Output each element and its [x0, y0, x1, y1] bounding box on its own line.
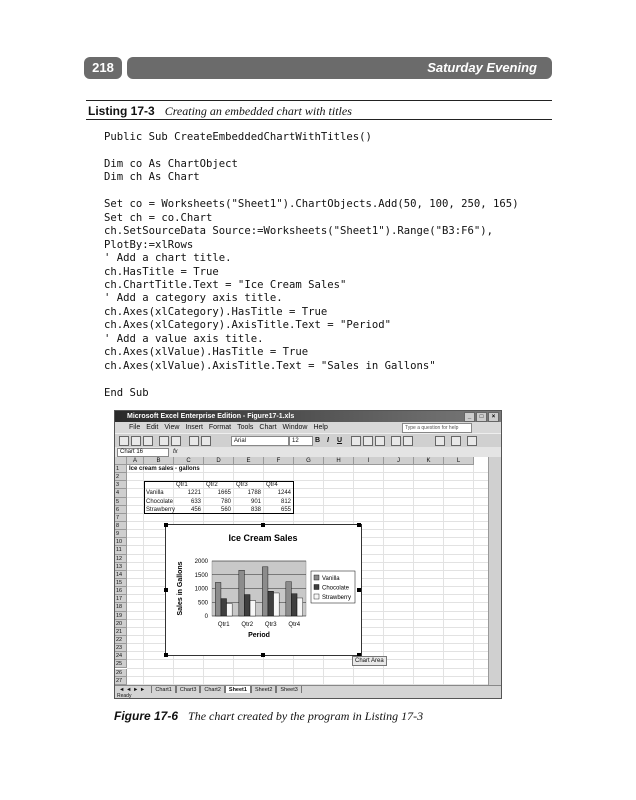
align-left-icon[interactable] — [351, 436, 361, 446]
legend-swatch-chocolate — [314, 585, 319, 590]
menu-item-help[interactable]: Help — [313, 424, 328, 431]
column-header-e[interactable]: E — [234, 457, 264, 465]
row-header[interactable]: 17 — [115, 595, 127, 603]
y-tick-label: 1500 — [194, 572, 208, 579]
row-header[interactable]: 6 — [115, 506, 127, 514]
menu-item-edit[interactable]: Edit — [146, 424, 159, 431]
row-header[interactable]: 1 — [115, 465, 127, 473]
listing-label: Listing 17-3 — [88, 104, 155, 118]
figure-caption — [114, 709, 423, 723]
column-header-a[interactable]: A — [127, 457, 144, 465]
bar-chocolate-qtr4 — [291, 594, 297, 616]
bar-vanilla-qtr2 — [239, 570, 245, 616]
menu-item-file[interactable]: File — [129, 424, 141, 431]
row-header[interactable]: 21 — [115, 628, 127, 636]
sheet-tab-sheet1[interactable]: Sheet1 — [225, 686, 251, 695]
align-right-icon[interactable] — [375, 436, 385, 446]
y-tick-label: 1000 — [194, 586, 208, 593]
row-header[interactable]: 10 — [115, 538, 127, 546]
row-header[interactable]: 25 — [115, 660, 127, 668]
x-tick-label: Qtr1 — [217, 622, 230, 628]
column-header-h[interactable]: H — [324, 457, 354, 465]
row-header[interactable]: 16 — [115, 587, 127, 595]
row-header[interactable]: 15 — [115, 579, 127, 587]
italic-icon[interactable]: I — [327, 437, 329, 444]
data-range-selection — [144, 481, 294, 514]
currency-icon[interactable] — [391, 436, 401, 446]
legend-swatch-strawberry — [314, 594, 319, 599]
figure-caption-text: The chart created by the program in Listing 17-3 — [188, 709, 424, 723]
excel-title-bar — [115, 411, 501, 422]
column-header-k[interactable]: K — [414, 457, 444, 465]
zoom-icon[interactable] — [201, 436, 211, 446]
percent-icon[interactable] — [403, 436, 413, 446]
excel-screenshot — [114, 410, 502, 699]
table-value-cell[interactable]: 1244 — [277, 490, 291, 497]
row-header[interactable]: 26 — [115, 669, 127, 677]
table-value-cell[interactable]: 838 — [250, 506, 261, 513]
font-size-box[interactable]: 12 — [289, 436, 313, 446]
running-head-bar — [127, 57, 552, 79]
chart-selection-handle[interactable] — [164, 588, 168, 592]
column-header-d[interactable]: D — [204, 457, 234, 465]
menu-item-chart[interactable]: Chart — [259, 424, 277, 431]
table-header-cell[interactable]: Qtr3 — [236, 482, 248, 489]
legend-label-chocolate: Chocolate — [322, 585, 350, 592]
embedded-chart[interactable] — [165, 524, 362, 656]
chart-svg — [166, 525, 361, 655]
listing-heading — [88, 104, 352, 118]
x-tick-label: Qtr4 — [288, 622, 301, 628]
row-gridline — [127, 521, 489, 522]
chart-area-tooltip: Chart Area — [352, 656, 387, 666]
column-header-c[interactable]: C — [174, 457, 204, 465]
row-header[interactable]: 19 — [115, 612, 127, 620]
row-header[interactable]: 5 — [115, 498, 127, 506]
table-row-label[interactable]: Strawberry — [146, 506, 176, 513]
save-icon[interactable] — [143, 436, 153, 446]
row-header[interactable]: 27 — [115, 677, 127, 685]
bar-strawberry-qtr4 — [297, 598, 303, 616]
y-tick-label: 0 — [204, 614, 208, 620]
y-tick-label: 500 — [197, 600, 208, 607]
sheet-tab-sheet2[interactable]: Sheet2 — [251, 686, 276, 695]
font-color-icon[interactable] — [467, 436, 477, 446]
row-gridline — [127, 668, 489, 669]
bar-strawberry-qtr3 — [274, 593, 280, 616]
chart-title: Ice Cream Sales — [228, 533, 298, 543]
legend-swatch-vanilla — [314, 575, 319, 580]
table-value-cell[interactable]: 812 — [280, 498, 291, 505]
column-header-i[interactable]: I — [354, 457, 384, 465]
bar-vanilla-qtr4 — [286, 582, 292, 616]
page-number: 218 — [84, 57, 122, 79]
menu-item-format[interactable]: Format — [208, 424, 232, 431]
status-bar — [115, 693, 501, 699]
bar-vanilla-qtr3 — [262, 567, 268, 616]
x-tick-label: Qtr3 — [264, 622, 277, 628]
vertical-scrollbar[interactable] — [488, 457, 501, 685]
listing-bottom-rule — [86, 119, 552, 120]
menu-item-view[interactable]: View — [164, 424, 180, 431]
undo-icon[interactable] — [159, 436, 169, 446]
new-icon[interactable] — [119, 436, 129, 446]
column-header-b[interactable]: B — [144, 457, 174, 465]
tab-scroll-arrows[interactable]: ◄ ◄ ► ► — [119, 687, 146, 693]
sheet-tab-chart3[interactable]: Chart3 — [176, 686, 201, 695]
x-axis-title: Period — [248, 632, 270, 639]
chart-selection-handle[interactable] — [261, 523, 265, 527]
legend-label-strawberry: Strawberry — [322, 595, 352, 601]
row-header[interactable]: 23 — [115, 644, 127, 652]
bold-icon[interactable]: B — [315, 437, 321, 444]
menu-item-insert[interactable]: Insert — [185, 424, 203, 431]
minimize-icon[interactable]: _ — [464, 412, 475, 422]
fx-icon: fx — [173, 449, 178, 455]
chart-wizard-icon[interactable] — [189, 436, 199, 446]
help-search-input[interactable]: Type a question for help — [402, 423, 472, 433]
close-icon[interactable]: × — [488, 412, 499, 422]
row-header[interactable]: 2 — [115, 473, 127, 481]
table-value-cell[interactable]: 1221 — [187, 490, 201, 497]
status-text: Ready — [117, 693, 132, 699]
row-header[interactable]: 24 — [115, 652, 127, 660]
name-box[interactable]: Chart 16 — [117, 448, 169, 457]
table-row-label[interactable]: Vanilla — [146, 490, 164, 497]
row-header[interactable]: 4 — [115, 489, 127, 497]
table-header-cell[interactable]: Qtr4 — [266, 482, 278, 489]
table-header-cell[interactable]: Qtr1 — [176, 482, 188, 489]
sheet-tab-chart2[interactable]: Chart2 — [200, 686, 225, 695]
table-row-label[interactable]: Chocolate — [146, 498, 174, 505]
bar-vanilla-qtr1 — [215, 582, 221, 616]
cut-icon[interactable] — [171, 436, 181, 446]
row-header[interactable]: 22 — [115, 636, 127, 644]
listing-title: Creating an embedded chart with titles — [164, 104, 352, 118]
font-name-box[interactable]: Arial — [231, 436, 289, 446]
fill-color-icon[interactable] — [451, 436, 461, 446]
figure-label: Figure 17-6 — [114, 709, 179, 723]
row-header[interactable]: 13 — [115, 563, 127, 571]
row-header[interactable]: 8 — [115, 522, 127, 530]
x-tick-label: Qtr2 — [241, 622, 254, 628]
chart-selection-handle[interactable] — [164, 653, 168, 657]
sheet-tab-chart1[interactable]: Chart1 — [151, 686, 176, 695]
column-header-j[interactable]: J — [384, 457, 414, 465]
chart-selection-handle[interactable] — [261, 653, 265, 657]
table-value-cell[interactable]: 633 — [190, 498, 201, 505]
row-gridline — [127, 659, 489, 660]
borders-icon[interactable] — [435, 436, 445, 446]
bar-strawberry-qtr2 — [250, 601, 256, 616]
menu-item-window[interactable]: Window — [282, 424, 308, 431]
row-gridline — [127, 676, 489, 677]
sheet-title-cell[interactable]: Ice cream sales - gallons — [129, 466, 200, 472]
bar-chocolate-qtr3 — [268, 591, 274, 616]
excel-menu-bar — [115, 422, 501, 433]
code-listing: Public Sub CreateEmbeddedChartWithTitles() Dim co As ChartObject Dim ch As Chart Set co = Worksheets("Sheet1").ChartObjects.Add(50, 100, 250, 165) Set ch = co.Chart ch.SetSourceData Source:=Worksheets("Sheet1").Range("B3:F6"), PlotBy:=xlRows ' Add a chart title. ch.HasTitle = True ch.ChartTitle.Text = "Ice Cream Sales" ' Add a category axis title. ch.Axes(xlCategory).HasTitle = True ch.Axes(xlCategory).AxisTitle.Text = "Period" ' Add a value axis title. ch.Axes(xlValue).HasTitle = True ch.Axes(xlValue).AxisTitle.Text = "Sales in Gallons" End Sub — [104, 131, 519, 399]
table-value-cell[interactable]: 560 — [220, 506, 231, 513]
chart-selection-handle[interactable] — [164, 523, 168, 527]
legend-label-vanilla: Vanilla — [322, 576, 340, 582]
select-all-corner[interactable] — [115, 457, 127, 465]
bar-chocolate-qtr2 — [244, 595, 250, 616]
y-axis-title: Sales in Gallons — [177, 561, 184, 616]
table-value-cell[interactable]: 456 — [190, 506, 201, 513]
sheet-tab-sheet3[interactable]: Sheet3 — [276, 686, 301, 695]
open-icon[interactable] — [131, 436, 141, 446]
table-value-cell[interactable]: 1665 — [217, 490, 231, 497]
excel-window-title: Microsoft Excel Enterprise Edition - Figure17-1.xls — [127, 413, 295, 420]
running-head-title: Saturday Evening — [427, 60, 537, 75]
column-header-l[interactable]: L — [444, 457, 474, 465]
column-header-f[interactable]: F — [264, 457, 294, 465]
table-value-cell[interactable]: 901 — [250, 498, 261, 505]
row-header[interactable]: 3 — [115, 481, 127, 489]
bar-strawberry-qtr1 — [227, 603, 233, 616]
row-header[interactable]: 12 — [115, 555, 127, 563]
row-header[interactable]: 14 — [115, 571, 127, 579]
align-center-icon[interactable] — [363, 436, 373, 446]
row-header[interactable]: 11 — [115, 546, 127, 554]
column-header-g[interactable]: G — [294, 457, 324, 465]
table-value-cell[interactable]: 655 — [280, 506, 291, 513]
table-value-cell[interactable]: 780 — [220, 498, 231, 505]
excel-toolbar — [115, 433, 501, 447]
row-header[interactable]: 20 — [115, 620, 127, 628]
chart-selection-handle[interactable] — [357, 588, 361, 592]
row-header[interactable]: 18 — [115, 603, 127, 611]
row-header[interactable]: 9 — [115, 530, 127, 538]
y-tick-label: 2000 — [194, 559, 208, 565]
listing-top-rule — [86, 100, 552, 101]
chart-selection-handle[interactable] — [357, 523, 361, 527]
underline-icon[interactable]: U — [337, 437, 343, 444]
row-header[interactable]: 7 — [115, 514, 127, 522]
bar-chocolate-qtr1 — [221, 599, 227, 616]
table-header-cell[interactable]: Qtr2 — [206, 482, 218, 489]
maximize-icon[interactable]: □ — [476, 412, 487, 422]
table-value-cell[interactable]: 1788 — [247, 490, 261, 497]
menu-item-tools[interactable]: Tools — [237, 424, 254, 431]
